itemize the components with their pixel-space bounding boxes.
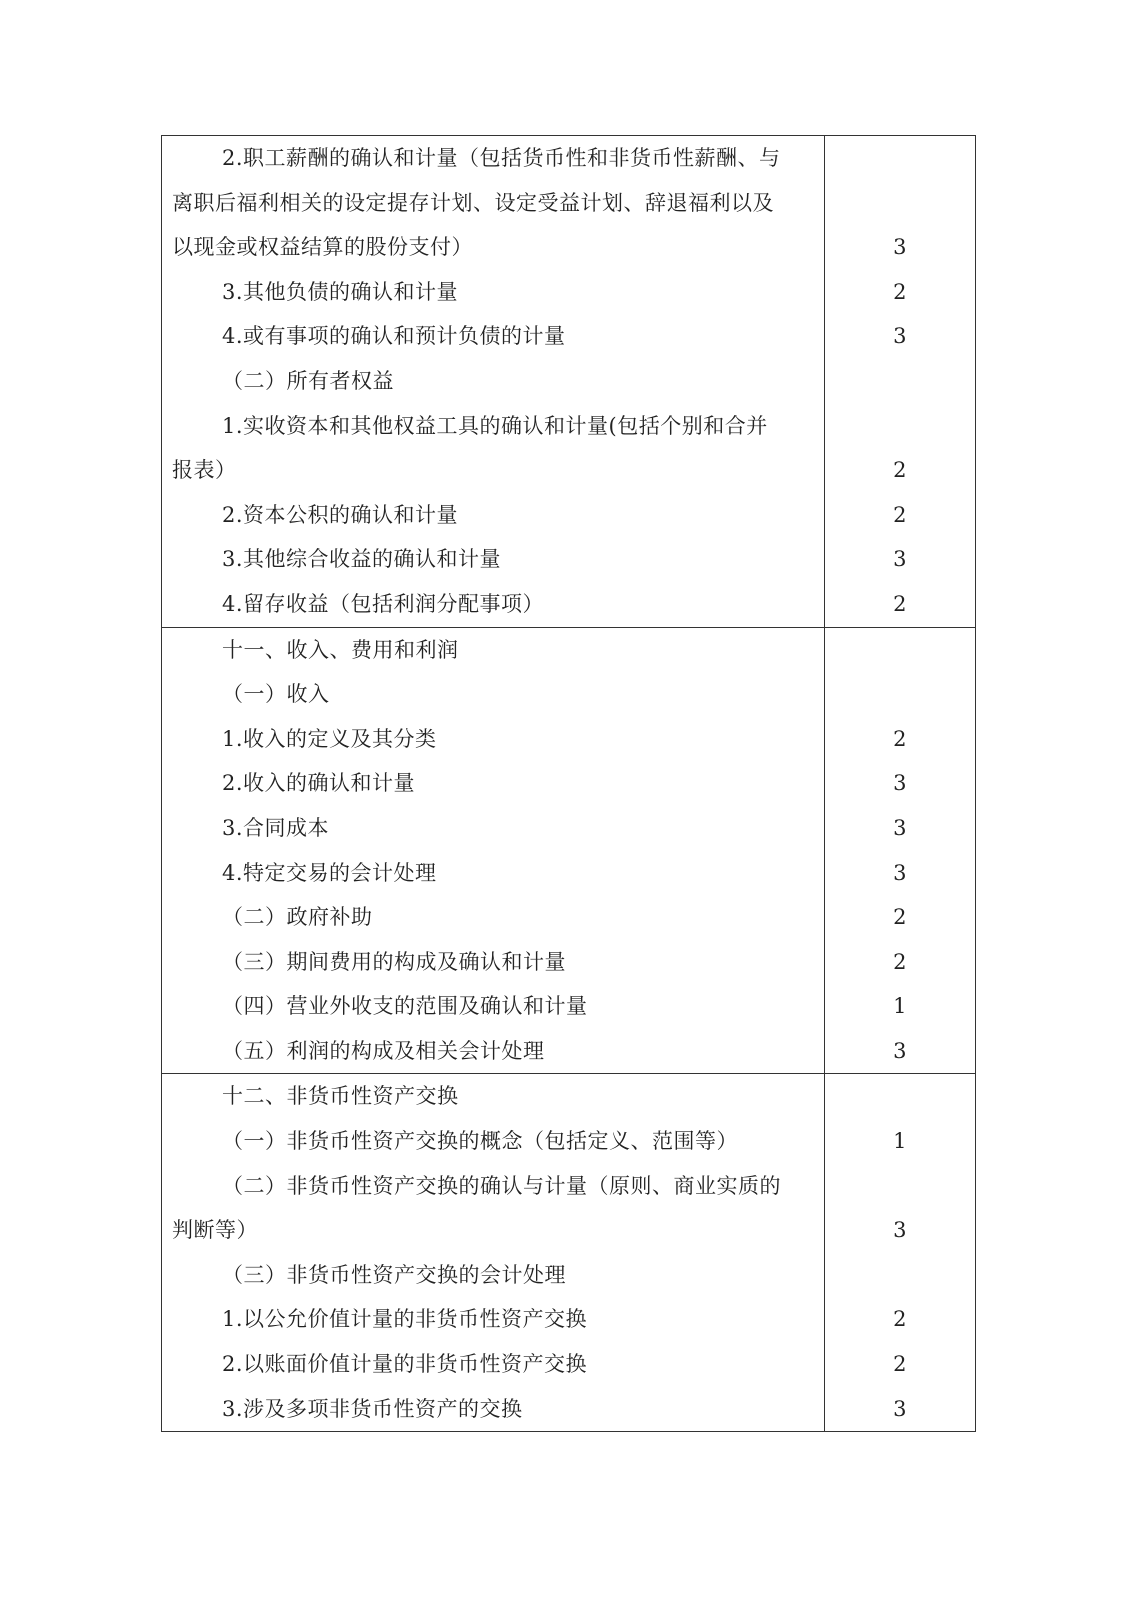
topic-line: 2.收入的确认和计量 [222,771,416,796]
topic-cell [162,136,825,628]
level-spacer [825,404,975,449]
topic-line: （二）非货币性资产交换的确认与计量（原则、商业实质的 [222,1173,781,1198]
level-value [825,672,975,717]
level-spacer [825,1164,975,1209]
level-value: 2 [893,458,907,483]
topic-line: （四）营业外收支的范围及确认和计量 [222,994,588,1019]
topic-line: （二）所有者权益 [222,368,394,393]
topic-line: （一）非货币性资产交换的概念（包括定义、范围等） [222,1129,738,1154]
level-value: 2 [893,905,907,930]
section-row [162,136,976,628]
topic-line: （一）收入 [222,682,330,707]
level-cell [825,136,976,628]
level-value: 2 [893,949,907,974]
level-value: 2 [893,1307,907,1332]
topic-line-continued: 报表） [172,458,237,483]
level-value: 2 [893,1352,907,1377]
level-value [825,628,975,673]
topic-line: 3.涉及多项非货币性资产的交换 [222,1396,523,1421]
level-value: 1 [893,1129,907,1154]
level-value: 2 [893,591,907,616]
topic-line-continued: 离职后福利相关的设定提存计划、设定受益计划、辞退福利以及 [172,190,774,215]
level-value: 2 [893,502,907,527]
topic-line: 2.职工薪酬的确认和计量（包括货币性和非货币性薪酬、与 [222,146,781,170]
level-cell [825,1074,976,1432]
level-value: 3 [893,860,907,885]
topic-line: 1.收入的定义及其分类 [222,726,437,751]
level-value: 2 [893,279,907,304]
level-value: 3 [893,771,907,796]
topic-line: （三）非货币性资产交换的会计处理 [222,1262,566,1287]
topic-line: 3.合同成本 [222,815,330,840]
level-value: 2 [893,726,907,751]
level-value: 3 [893,1038,907,1063]
topic-line-continued: 判断等） [172,1218,258,1243]
level-value: 1 [893,994,907,1019]
level-value [825,1074,975,1119]
topic-line: 1.以公允价值计量的非货币性资产交换 [222,1307,588,1332]
topic-line: （五）利润的构成及相关会计处理 [222,1038,545,1063]
syllabus-table [161,135,976,1432]
level-value: 3 [893,1218,907,1243]
level-value: 3 [893,1396,907,1421]
level-value: 3 [893,235,907,260]
level-value: 3 [893,324,907,349]
topic-line: 十二、非货币性资产交换 [222,1084,459,1109]
level-cell [825,627,976,1074]
topic-line: 3.其他综合收益的确认和计量 [222,547,502,572]
level-value [825,1253,975,1298]
topic-cell [162,1074,825,1432]
level-value [825,359,975,404]
topic-line: 4.留存收益（包括利润分配事项） [222,591,545,616]
level-spacer [825,136,975,181]
topic-line: 3.其他负债的确认和计量 [222,279,459,304]
topic-line: （三）期间费用的构成及确认和计量 [222,949,566,974]
topic-cell [162,627,825,1074]
topic-line: （二）政府补助 [222,905,373,930]
section-row [162,627,976,1074]
topic-line: 1.实收资本和其他权益工具的确认和计量(包括个别和合并 [222,413,768,438]
topic-line: 2.以账面价值计量的非货币性资产交换 [222,1352,588,1377]
topic-line-continued: 以现金或权益结算的股份支付） [172,235,473,260]
topic-line: 4.特定交易的会计处理 [222,860,437,885]
level-spacer [825,181,975,226]
topic-line: 2.资本公积的确认和计量 [222,502,459,527]
topic-line: 4.或有事项的确认和预计负债的计量 [222,324,566,349]
topic-line: 十一、收入、费用和利润 [222,637,459,662]
level-value: 3 [893,815,907,840]
level-value: 3 [893,547,907,572]
section-row [162,1074,976,1432]
